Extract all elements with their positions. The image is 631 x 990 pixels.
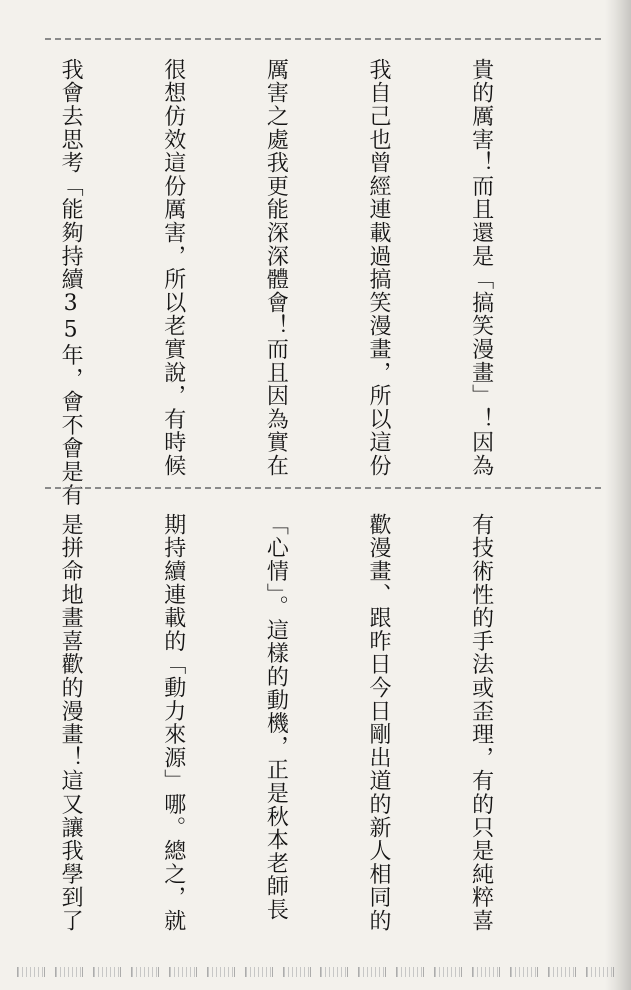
text-column: 我自己也曾經連載過搞笑漫畫，所以這份 [365,58,391,478]
footer-marker [55,967,83,977]
text-column: 歡漫畫、跟昨日今日剛出道的新人相同的 [365,513,391,933]
footer-marker [207,967,235,977]
middle-dashed-divider [45,487,601,489]
footer-marker [396,967,424,977]
text-column: 有技術性的手法或歪理，有的只是純粹喜 [468,513,494,933]
text-column: 期持續連載的「動力來源」哪。總之，就 [160,513,186,933]
footer-marker [434,967,462,977]
footer-marker [586,967,614,977]
footer-marker [245,967,273,977]
page-edge-shadow [605,0,631,990]
top-dashed-divider [45,38,601,40]
top-text-block [0,58,566,507]
footer-marker [510,967,538,977]
text-column: 貴的厲害！而且還是「搞笑漫畫」！因為 [468,58,494,478]
footer-marker [169,967,197,977]
footer-marker [548,967,576,977]
text-column: 是拼命地畫喜歡的漫畫！這又讓我學到了 [58,513,84,933]
footer-marker [472,967,500,977]
text-column: 「心情」。這樣的動機，正是秋本老師長 [263,513,289,922]
text-column: 厲害之處我更能深深體會！而且因為實在 [263,58,289,478]
bottom-text-block [0,513,566,933]
footer-marker [17,967,45,977]
footer-marker-strip [0,962,631,982]
text-column: 很想仿效這份厲害，所以老實說，有時候 [160,58,186,478]
footer-marker [283,967,311,977]
footer-marker [93,967,121,977]
footer-marker [358,967,386,977]
footer-marker [320,967,348,977]
footer-marker [131,967,159,977]
text-column: 我會去思考「能夠持續35年，會不會是有 [58,58,84,507]
